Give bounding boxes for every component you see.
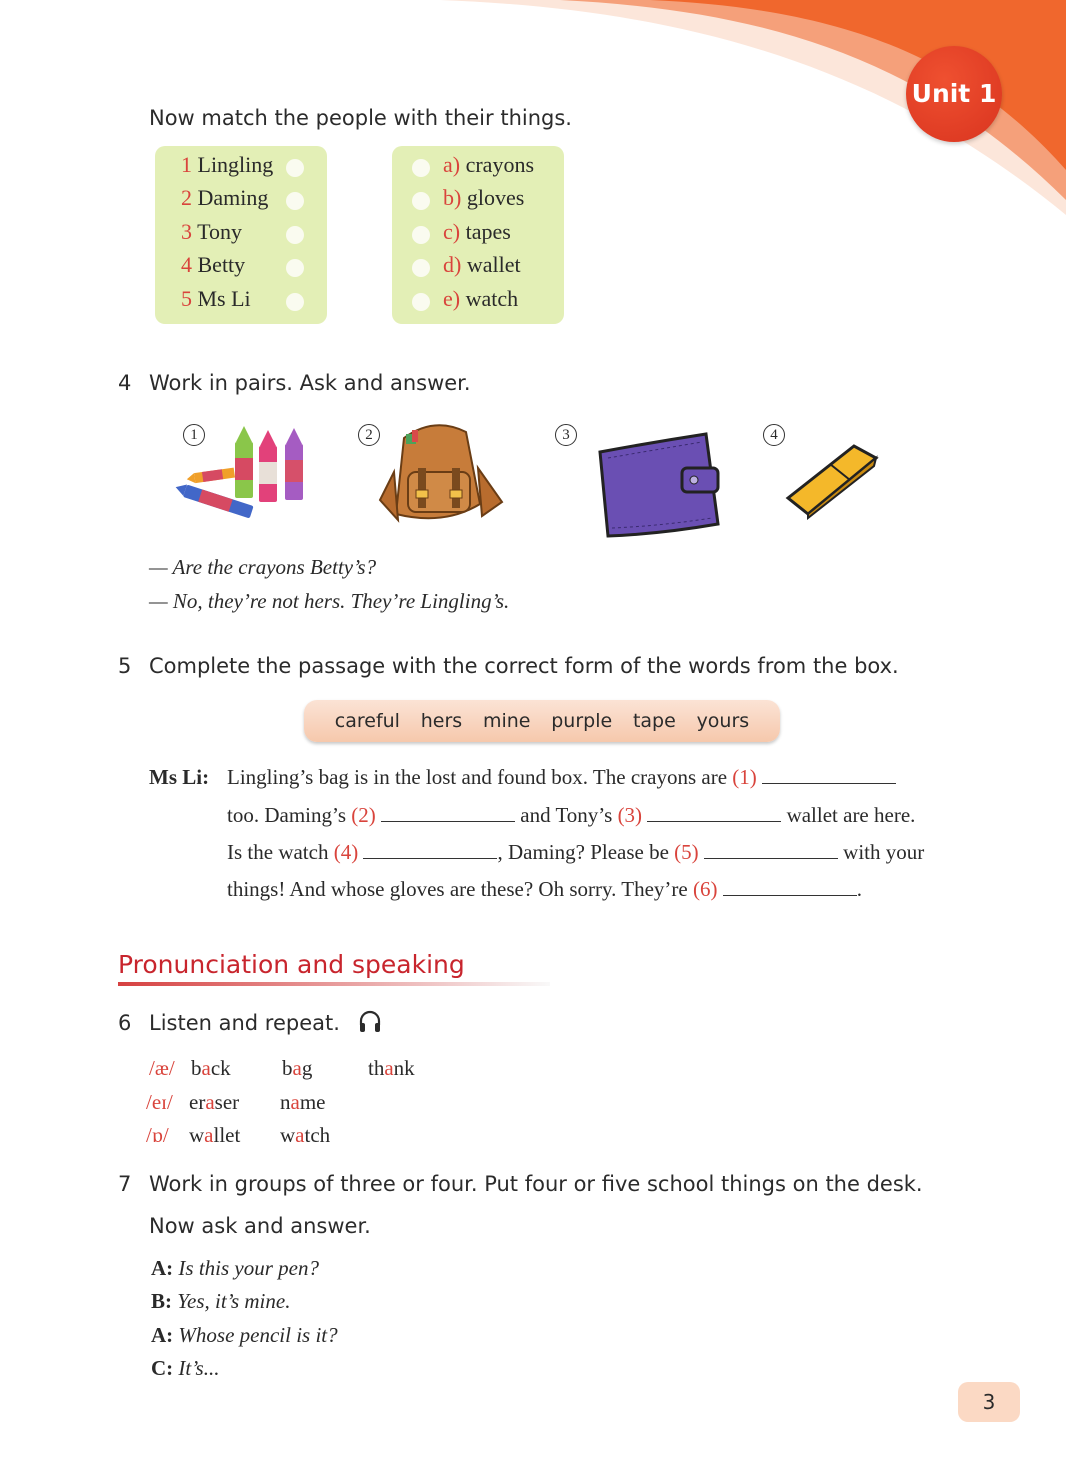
- word-box-word: hers: [420, 710, 463, 732]
- phonetic-symbol: /eɪ/: [146, 1090, 173, 1114]
- page-number-tab: [958, 1382, 1020, 1422]
- wallet-illustration: [594, 428, 724, 538]
- list-item: 3 Tony: [181, 219, 243, 244]
- dialog-line: A: Is this your pen?: [151, 1256, 319, 1280]
- exercise-5-title: 5 Complete the passage with the correct form of the words from the box.: [118, 654, 899, 678]
- pron-word: back: [191, 1056, 231, 1080]
- match-dot[interactable]: [286, 192, 304, 210]
- word-box-word: yours: [696, 710, 750, 732]
- list-item: d) wallet: [443, 252, 521, 277]
- backpack-illustration: [374, 416, 506, 536]
- picture-label: 3: [555, 424, 577, 446]
- phonetic-symbol: /æ/: [149, 1056, 175, 1080]
- dialog-line: A: Whose pencil is it?: [151, 1323, 338, 1347]
- list-item: e) watch: [443, 286, 519, 311]
- picture-label: 4: [763, 424, 785, 446]
- unit-badge-label: Unit 1: [911, 79, 997, 108]
- dialog-line: B: Yes, it’s mine.: [151, 1289, 291, 1313]
- dialog-line: — Are the crayons Betty’s?: [149, 555, 377, 579]
- pron-word: name: [280, 1090, 326, 1114]
- phonetic-symbol: /ɒ/: [146, 1123, 169, 1147]
- match-dot[interactable]: [412, 226, 430, 244]
- blank-4[interactable]: [363, 840, 497, 859]
- passage-line-1: Lingling’s bag is in the lost and found box. The crayons are (1): [227, 765, 896, 790]
- page-number: 3: [982, 1390, 996, 1414]
- dialog-line: C: It’s...: [151, 1356, 220, 1380]
- word-box-word: tape: [632, 710, 676, 732]
- passage-line-4: things! And whose gloves are these? Oh sorry. They’re (6) .: [227, 877, 862, 901]
- list-item: 1 Lingling: [181, 152, 274, 177]
- list-item: 4 Betty: [181, 252, 246, 277]
- blank-3[interactable]: [647, 803, 781, 822]
- match-dot[interactable]: [412, 192, 430, 210]
- word-box-word: mine: [482, 710, 531, 732]
- list-item: a) crayons: [443, 152, 535, 177]
- passage-speaker: Ms Li:: [149, 765, 210, 789]
- match-dot[interactable]: [286, 293, 304, 311]
- exercise-7-title-2: Now ask and answer.: [149, 1214, 371, 1238]
- exercise-6-title: 6 Listen and repeat.: [118, 1011, 340, 1035]
- dialog-line: — No, they’re not hers. They’re Lingling’s.: [149, 589, 510, 613]
- pron-word: watch: [280, 1123, 331, 1147]
- word-box-word: purple: [551, 710, 613, 732]
- pron-row: [146, 1090, 173, 1115]
- word-box-word: careful: [334, 710, 400, 732]
- exercise-7-title: 7 Work in groups of three or four. Put four or five school things on the desk.: [118, 1172, 923, 1196]
- list-item: b) gloves: [443, 185, 525, 210]
- pron-word: wallet: [189, 1123, 241, 1147]
- pron-row: [149, 1056, 175, 1081]
- pron-word: bag: [282, 1056, 313, 1080]
- word-box: [304, 700, 780, 742]
- blank-2[interactable]: [381, 803, 515, 822]
- match-dot[interactable]: [412, 159, 430, 177]
- match-dot[interactable]: [412, 293, 430, 311]
- list-item: 5 Ms Li: [181, 286, 251, 311]
- section-title: Pronunciation and speaking: [118, 950, 465, 979]
- list-item: c) tapes: [443, 219, 511, 244]
- match-dot[interactable]: [286, 159, 304, 177]
- match-title: Now match the people with their things.: [149, 106, 572, 130]
- pron-word: eraser: [189, 1090, 240, 1114]
- things-box: [392, 146, 564, 324]
- list-item: 2 Daming: [181, 185, 269, 210]
- match-dot[interactable]: [412, 259, 430, 277]
- match-dot[interactable]: [286, 226, 304, 244]
- unit-badge: [906, 46, 1002, 142]
- blank-1[interactable]: [762, 765, 896, 784]
- picture-label: 2: [358, 424, 380, 446]
- blank-5[interactable]: [704, 840, 838, 859]
- blank-6[interactable]: [723, 877, 857, 896]
- crayons-illustration: [165, 424, 315, 524]
- passage-line-3: Is the watch (4) , Daming? Please be (5) with your: [227, 840, 925, 864]
- eraser-illustration: [782, 438, 880, 520]
- headphones-icon: [358, 1009, 382, 1035]
- pron-row: [146, 1123, 169, 1148]
- picture-label: 1: [183, 424, 205, 446]
- passage-line-2: too. Daming’s (2) and Tony’s (3) wallet are here.: [227, 803, 916, 827]
- match-dot[interactable]: [286, 259, 304, 277]
- exercise-4-title: 4 Work in pairs. Ask and answer.: [118, 371, 471, 395]
- pron-word: thank: [368, 1056, 415, 1080]
- section-title-underline: [118, 982, 550, 986]
- people-box: [155, 146, 327, 324]
